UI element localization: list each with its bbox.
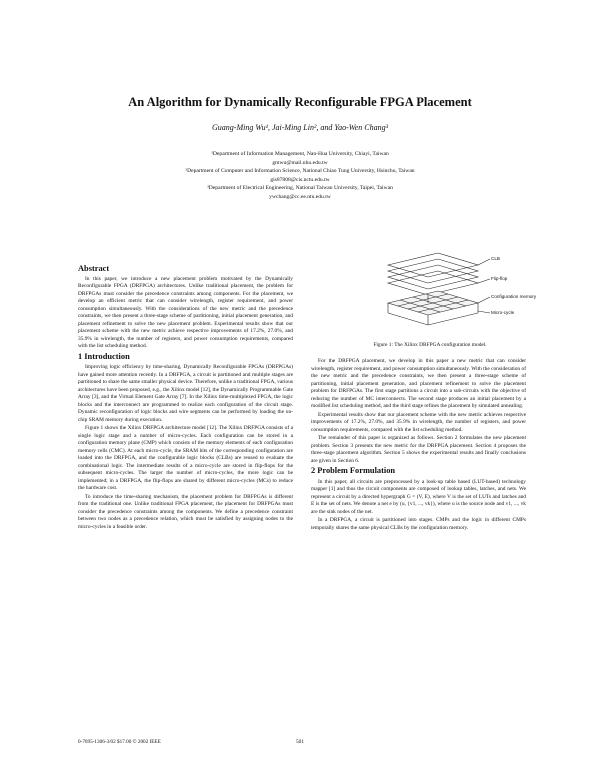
label-config-memory: Configuration memory — [491, 294, 537, 299]
abstract-text: In this paper, we introduce a new placement problem motivated by the Dynamically Reconfigurable FPGA (DRFPGA) architectures. Unlike traditional placement, the problem for DRFPGAs must consider the precedence constraints among components. For the placement, we develop an efficient metric that can consider wirelength, register requirement, and power consumption simultaneously. With the considerations of the new metric and the precedence constraints, we then present a three-stage scheme of partitioning, initial placement generation, and placement refinement to solve the new placement problem. Experimental results show that our placement scheme with the new metric achieve respective improvements of 17.2%, 27.0%, and 35.9% in wirelength, the number of registers, and power consumption requirements, compared with the list scheduling method. — [78, 275, 293, 349]
email-2: gis87808@cis.nctu.edu.tw — [270, 176, 330, 183]
intro-paragraph: Figure 1 shows the Xilinx DRFPGA architecture model [12]. The Xilinx DRFPGA consists of a single logic stage and a number of micro-cycles. Each configuration can be stored in a configuration memory plane (CMP) which consists of the memory elements of each configuration memory cells (CMC). At each micro-cycle, the SRAM bits of the corresponding configuration are loaded into the DRFPGA, and the configurable logic blocks (CLBs) are reused to evaluate the combinational logic. The intermediate results of a micro-cycle are stored in flip-flops for the subsequent micro-cycles. The larger the number of micro-cycles, the more logic can be implemented; in a DRFPGA, the flip-flops are shared by different micro-cycles (MCs) to reduce the hardware cost. — [78, 425, 293, 491]
right-column — [311, 358, 526, 533]
email-1: gmwu@mail.nhu.edu.tw — [272, 159, 328, 166]
label-flipflop: Flip-flop — [491, 276, 508, 281]
email-3: ywchang@cc.ee.ntu.edu.tw — [269, 193, 331, 200]
copyright-footer: 0-7695-1306-3/02 $17.00 © 2002 IEEE — [78, 739, 161, 745]
affiliation-3: ³Department of Electrical Engineering, National Taiwan University, Taipei, Taiwan — [207, 185, 393, 191]
abstract-heading: Abstract — [78, 264, 110, 273]
problem-heading: 2 Problem Formulation — [311, 466, 396, 475]
figure-1 — [368, 245, 537, 337]
affiliations — [90, 150, 510, 201]
label-micro-cycle: Micro-cycle — [491, 310, 515, 315]
paper-title: An Algorithm for Dynamically Reconfigurable FPGA Placement — [128, 95, 472, 109]
affiliation-2: ²Department of Computer and Information Science, National Chiao Tung University, Hsinchu, Taiwan — [185, 168, 415, 174]
page-number: 501 — [295, 739, 305, 745]
body-paragraph: In a DRFPGA, a circuit is partitioned into stages. CMPs and the logic in different CMPs temporally shares the same physical CLBs by the configuration memory. — [311, 517, 526, 531]
body-paragraph: For the DRFPGA placement, we develop in this paper a new metric that can consider wirelength, register requirement, and power consumption simultaneously. With the consideration of the new metric and the precedence constraints, we then present a three-stage scheme of partitioning, initial placement generation, and placement refinement to solve the placement problem for DRFPGAs. The first stage partitions a circuit into a sub-circuits with the objective of reducing the number of MC interconnects. The second stage produces an initial placement by a modified list scheduling method, and the third stage refines the placement by simulated annealing. — [311, 358, 526, 409]
label-clb: CLB — [491, 256, 500, 261]
left-column — [78, 265, 293, 532]
author-list: Guang-Ming Wu¹, Jai-Ming Lin², and Yao-Wen Chang³ — [212, 123, 388, 132]
affiliation-1: ¹Department of Information Management, Nan-Hua University, Chiayi, Taiwan — [211, 151, 389, 157]
figure-caption: Figure 1: The Xilinx DRFPGA configuration model. — [373, 342, 487, 348]
intro-heading: 1 Introduction — [78, 351, 130, 361]
body-paragraph: Experimental results show that our placement scheme with the new metric achieves respective improvements of 17.2%, 27.0%, and 35.9% in wirelength, the number of registers, and power consumption requirements, compared with the list scheduling method. — [311, 411, 526, 433]
body-paragraph: The remainder of this paper is organized as follows. Section 2 formulates the new placement problem. Section 3 presents the new metric for the DRFPGA placement. Section 4 proposes the three-stage placement algorithm. Section 5 shows the experimental results and finally conclusions are given in Section 6. — [311, 435, 526, 464]
drfpga-diagram — [368, 245, 537, 337]
intro-paragraph: Improving logic efficiency by time-sharing, Dynamically Reconfigurable FPGAs (DRFPGAs) have gained more attention recently. In a DRFPGA, a circuit is partitioned and multiple stages are partitioned to share the same smaller physical device. Therefore, unlike a traditional FPGA, various architectures have been proposed, e.g., the Xilinx model [12], the Dynamically Programmable Gate Array [3], and the Virtual Element Gate Array [7]. In the Xilinx time-multiplexed FPGA, the logic blocks and the interconnect are programmed to realize each configuration of the circuit stage. Dynamic reconfiguration of logic blocks and wire segments can be performed by loading the on-chip SRAM memory during execution. — [78, 364, 293, 423]
intro-paragraph: To introduce the time-sharing mechanism, the placement problem for DRFPGAs is different from the traditional one. Unlike traditional FPGA placement, the placement for DRFPGAs must consider the precedence constraints among the components. We define a precedence constraint between two nodes as a precedence relation, which must be satisfied by assigning nodes to the micro-cycles in a feasible order. — [78, 493, 293, 530]
body-paragraph: In this paper, all circuits are preprocessed by a look-up table based (LUT-based) technology mapper [1] and thus the circuit components are composed of lookup tables, latches, and nets. We represent a circuit by a directed hypergraph G = (V, E), where V is the set of LUTs and latches and E is the set of nets. We denote a net e by (u, {v1, ..., vk}), where u is the source node and v1, ..., vk are the sink nodes of the net. — [311, 478, 526, 515]
